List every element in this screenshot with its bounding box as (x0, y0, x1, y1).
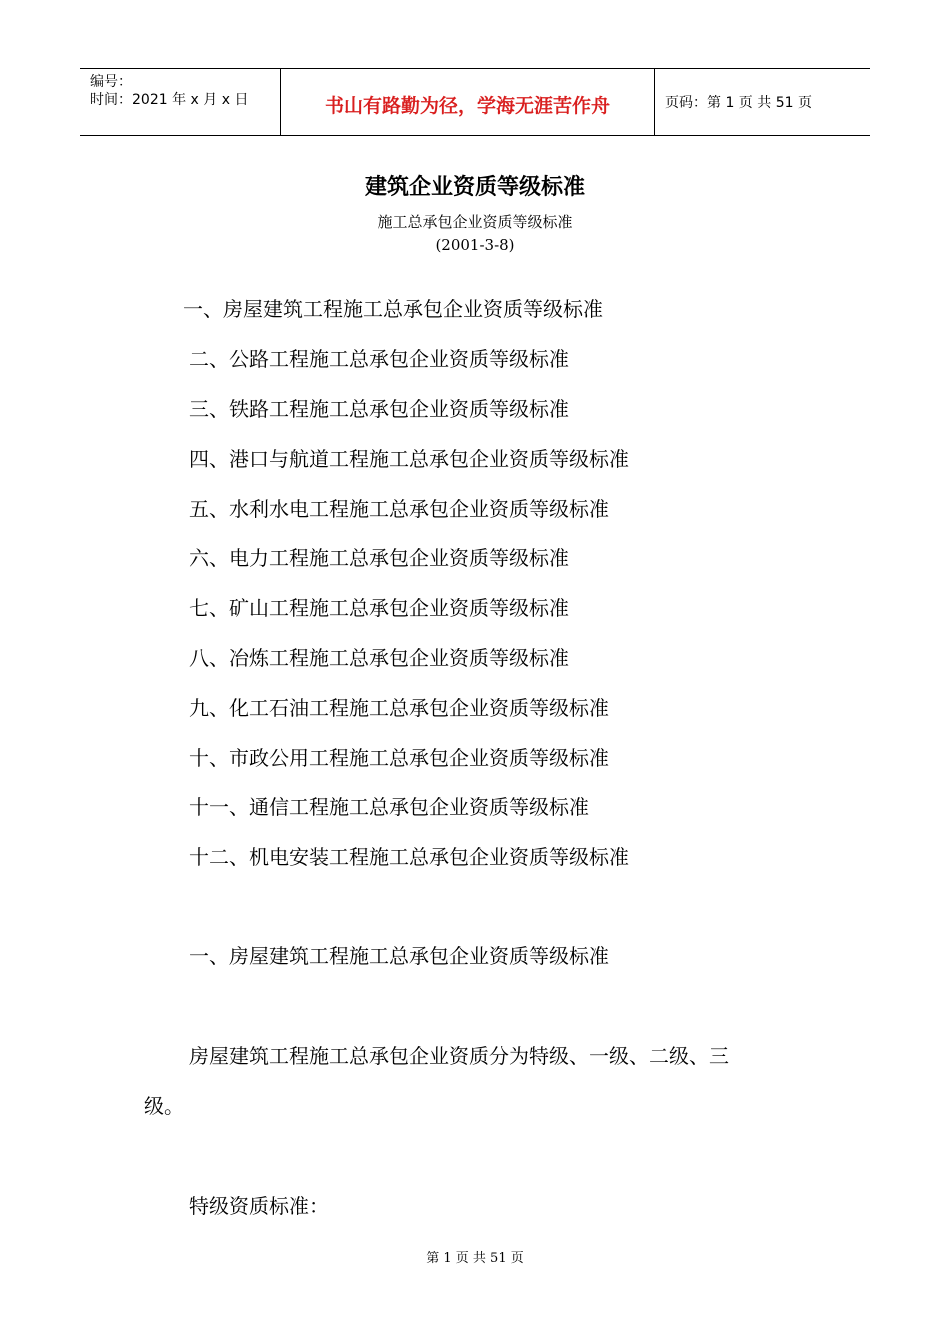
page-footer: 第 1 页 共 51 页 (426, 1251, 524, 1266)
header-middle-cell (281, 69, 655, 135)
document-subtitle: 施工总承包企业资质等级标准 (377, 213, 573, 231)
document-header (80, 68, 870, 136)
toc-item: 五、水利水电工程施工总承包企业资质等级标准 (189, 497, 609, 521)
toc-item: 十、市政公用工程施工总承包企业资质等级标准 (189, 746, 609, 770)
toc-item: 四、港口与航道工程施工总承包企业资质等级标准 (189, 447, 629, 471)
toc-item: 一、房屋建筑工程施工总承包企业资质等级标准 (183, 297, 603, 321)
header-left-cell (80, 69, 281, 135)
paragraph-line: 房屋建筑工程施工总承包企业资质分为特级、一级、二级、三 (189, 1044, 729, 1068)
document-time-label: 时间：2021 年 x 月 x 日 (90, 92, 249, 108)
header-page-info: 页码：第 1 页 共 51 页 (665, 95, 812, 111)
toc-item: 六、电力工程施工总承包企业资质等级标准 (189, 546, 569, 570)
section-heading: 一、房屋建筑工程施工总承包企业资质等级标准 (189, 944, 609, 968)
special-grade-heading: 特级资质标准： (189, 1194, 329, 1218)
paragraph-line: 级。 (144, 1094, 184, 1118)
header-right-cell (655, 69, 870, 135)
toc-item: 三、铁路工程施工总承包企业资质等级标准 (189, 397, 569, 421)
toc-item: 二、公路工程施工总承包企业资质等级标准 (189, 347, 569, 371)
toc-item: 七、矿山工程施工总承包企业资质等级标准 (189, 596, 569, 620)
header-motto: 书山有路勤为径，学海无涯苦作舟 (324, 95, 610, 117)
document-number-label: 编号： (90, 74, 132, 90)
toc-item: 九、化工石油工程施工总承包企业资质等级标准 (189, 696, 609, 720)
document-date: (2001-3-8) (435, 236, 515, 254)
toc-item: 八、冶炼工程施工总承包企业资质等级标准 (189, 646, 569, 670)
toc-item: 十二、机电安装工程施工总承包企业资质等级标准 (189, 845, 629, 869)
toc-item: 十一、通信工程施工总承包企业资质等级标准 (189, 795, 589, 819)
document-title: 建筑企业资质等级标准 (364, 175, 585, 200)
